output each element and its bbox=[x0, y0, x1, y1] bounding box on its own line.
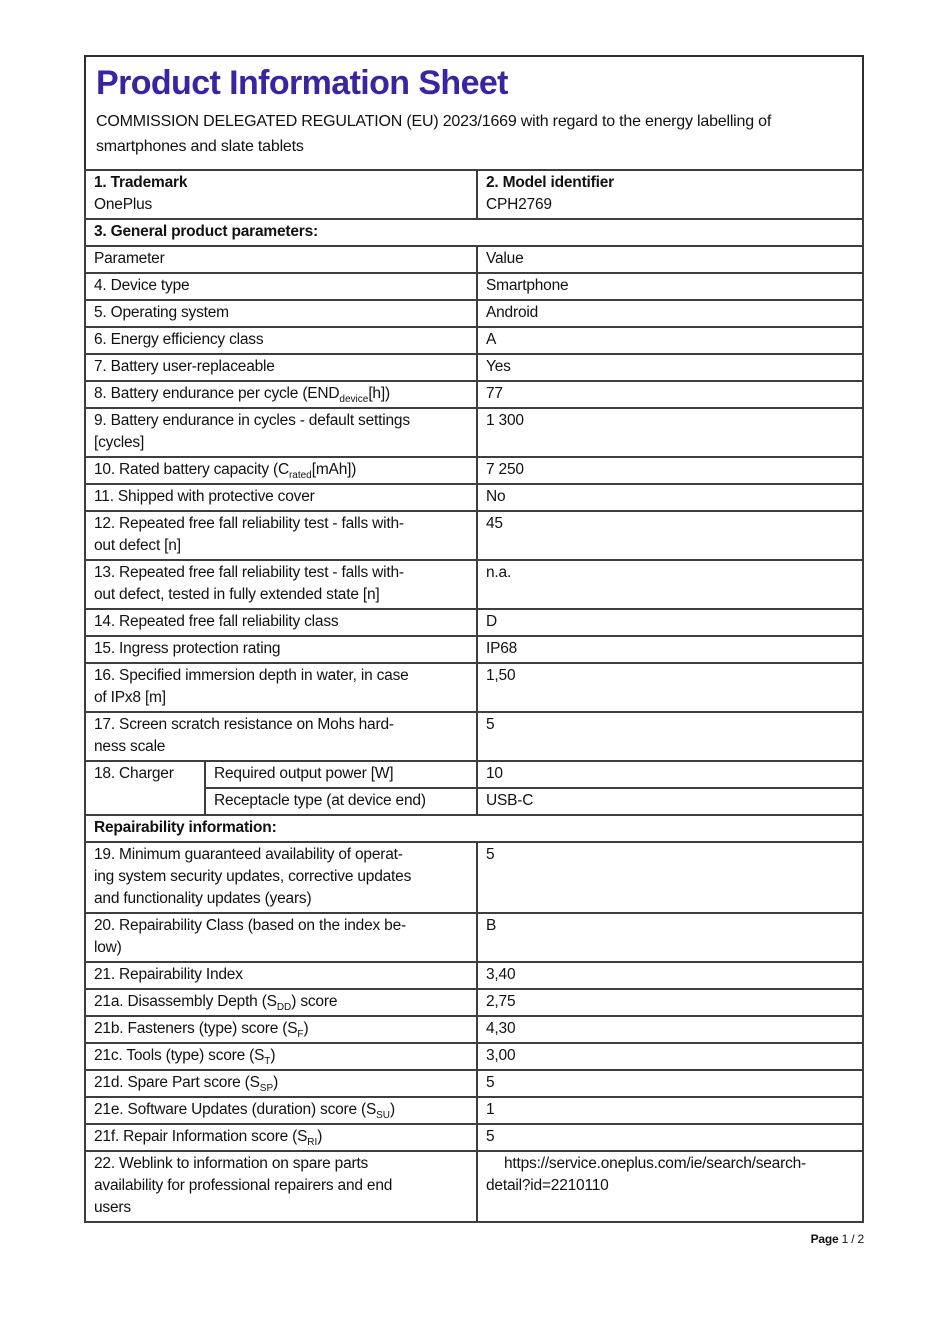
table-row bbox=[85, 636, 863, 663]
trademark-label: 1. Trademark bbox=[94, 174, 188, 191]
page-footer bbox=[84, 1232, 864, 1246]
regulation-subtitle: COMMISSION DELEGATED REGULATION (EU) 2023/1669 with regard to the energy labelling of smartphones and slate tablets bbox=[96, 113, 772, 155]
value-cell: Yes bbox=[477, 354, 863, 381]
table-row bbox=[85, 663, 863, 712]
value-cell: USB-C bbox=[477, 788, 863, 815]
value-cell: 7 250 bbox=[477, 457, 863, 484]
param-cell: 22. Weblink to information on spare parts availability for professional repairers and end users bbox=[85, 1151, 477, 1222]
param-cell: 21c. Tools (type) score $(S_T)$ bbox=[85, 1043, 477, 1070]
table-row bbox=[85, 842, 863, 913]
table-row bbox=[85, 962, 863, 989]
value-cell: 1 bbox=[477, 1097, 863, 1124]
weblink-url[interactable]: https://service.oneplus.com/ie/search/search- detail?id=2210110 bbox=[486, 1155, 806, 1194]
value-cell: Smartphone bbox=[477, 273, 863, 300]
param-cell: 21. Repairability Index bbox=[85, 962, 477, 989]
column-header-row bbox=[85, 246, 863, 273]
param-cell: 10. Rated battery capacity $(C_{rated}[mAh])$ bbox=[85, 457, 477, 484]
value-cell: D bbox=[477, 609, 863, 636]
table-row bbox=[85, 1151, 863, 1222]
param-cell: 21d. Spare Part score $(S_{SP})$ bbox=[85, 1070, 477, 1097]
param-cell: 14. Repeated free fall reliability class bbox=[85, 609, 477, 636]
section-header-row bbox=[85, 815, 863, 842]
table-row bbox=[85, 1070, 863, 1097]
table-row bbox=[85, 327, 863, 354]
table-row bbox=[85, 511, 863, 560]
table-row bbox=[85, 1016, 863, 1043]
param-cell: 21a. Disassembly Depth $(S_{DD})$ score bbox=[85, 989, 477, 1016]
charger-label-cell: 18. Charger bbox=[85, 761, 205, 815]
value-cell bbox=[477, 1151, 863, 1222]
value-cell: 10 bbox=[477, 761, 863, 788]
table-row bbox=[85, 1097, 863, 1124]
value-cell: 5 bbox=[477, 1070, 863, 1097]
section-cell: 3. General product parameters: bbox=[85, 219, 863, 246]
model-identifier-label: 2. Model identifier bbox=[486, 174, 614, 191]
table-row bbox=[85, 408, 863, 457]
value-cell: 3,00 bbox=[477, 1043, 863, 1070]
value-cell: 1 300 bbox=[477, 408, 863, 457]
table-row bbox=[85, 913, 863, 962]
table-row bbox=[85, 609, 863, 636]
table-row bbox=[85, 273, 863, 300]
value-cell: A bbox=[477, 327, 863, 354]
value-cell: No bbox=[477, 484, 863, 511]
param-cell: 11. Shipped with protective cover bbox=[85, 484, 477, 511]
value-cell: 45 bbox=[477, 511, 863, 560]
value-cell: 2,75 bbox=[477, 989, 863, 1016]
table-row bbox=[85, 484, 863, 511]
param-cell: 19. Minimum guaranteed availability of operat- ing system security updates, corrective updates and functionality updates (years) bbox=[85, 842, 477, 913]
param-cell: Required output power [W] bbox=[205, 761, 477, 788]
param-cell: 13. Repeated free fall reliability test - falls with- out defect, tested in fully extended state [n] bbox=[85, 560, 477, 609]
product-info-table bbox=[84, 169, 864, 1223]
trademark-value: OnePlus bbox=[94, 196, 153, 213]
param-cell: 4. Device type bbox=[85, 273, 477, 300]
table-row bbox=[85, 1043, 863, 1070]
model-identifier-value: CPH2769 bbox=[486, 196, 552, 213]
param-cell: 15. Ingress protection rating bbox=[85, 636, 477, 663]
value-cell: 5 bbox=[477, 842, 863, 913]
value-cell: n.a. bbox=[477, 560, 863, 609]
value-cell: 5 bbox=[477, 712, 863, 761]
value-cell: 3,40 bbox=[477, 962, 863, 989]
value-cell: 77 bbox=[477, 381, 863, 408]
page-footer-label: Page bbox=[810, 1232, 839, 1246]
page-number: 1 / 2 bbox=[841, 1232, 864, 1246]
value-cell: Android bbox=[477, 300, 863, 327]
param-cell: 21f. Repair Information score $(S_{RI})$ bbox=[85, 1124, 477, 1151]
table-row bbox=[85, 457, 863, 484]
value-cell: Value bbox=[477, 246, 863, 273]
table-row bbox=[85, 1124, 863, 1151]
table-row bbox=[85, 560, 863, 609]
product-table-body bbox=[85, 219, 863, 1222]
model-identifier-cell bbox=[477, 170, 863, 219]
param-cell: 20. Repairability Class (based on the index be- low) bbox=[85, 913, 477, 962]
param-cell: 21b. Fasteners (type) score $(S_F)$ bbox=[85, 1016, 477, 1043]
section-header-row bbox=[85, 219, 863, 246]
param-cell: 21e. Software Updates (duration) score $(S_{SU})$ bbox=[85, 1097, 477, 1124]
identity-row bbox=[85, 170, 863, 219]
product-information-sheet bbox=[84, 55, 864, 1246]
param-cell: 9. Battery endurance in cycles - default settings [cycles] bbox=[85, 408, 477, 457]
param-cell: 8. Battery endurance per cycle $(END_{device}[h])$ bbox=[85, 381, 477, 408]
param-cell: 5. Operating system bbox=[85, 300, 477, 327]
value-cell: IP68 bbox=[477, 636, 863, 663]
param-cell: 17. Screen scratch resistance on Mohs hard- ness scale bbox=[85, 712, 477, 761]
param-cell: 7. Battery user-replaceable bbox=[85, 354, 477, 381]
table-row bbox=[85, 381, 863, 408]
table-row bbox=[85, 989, 863, 1016]
title-box bbox=[84, 55, 864, 171]
value-cell: 1,50 bbox=[477, 663, 863, 712]
value-cell: 5 bbox=[477, 1124, 863, 1151]
trademark-cell bbox=[85, 170, 477, 219]
param-cell: 6. Energy efficiency class bbox=[85, 327, 477, 354]
section-cell: Repairability information: bbox=[85, 815, 863, 842]
param-cell: 16. Specified immersion depth in water, in case of IPx8 [m] bbox=[85, 663, 477, 712]
charger-sub-row bbox=[85, 761, 863, 788]
param-cell: 12. Repeated free fall reliability test - falls with- out defect [n] bbox=[85, 511, 477, 560]
page-title: Product Information Sheet bbox=[96, 64, 508, 102]
param-cell: Parameter bbox=[85, 246, 477, 273]
table-row bbox=[85, 300, 863, 327]
table-row bbox=[85, 712, 863, 761]
table-row bbox=[85, 354, 863, 381]
value-cell: B bbox=[477, 913, 863, 962]
param-cell: Receptacle type (at device end) bbox=[205, 788, 477, 815]
value-cell: 4,30 bbox=[477, 1016, 863, 1043]
